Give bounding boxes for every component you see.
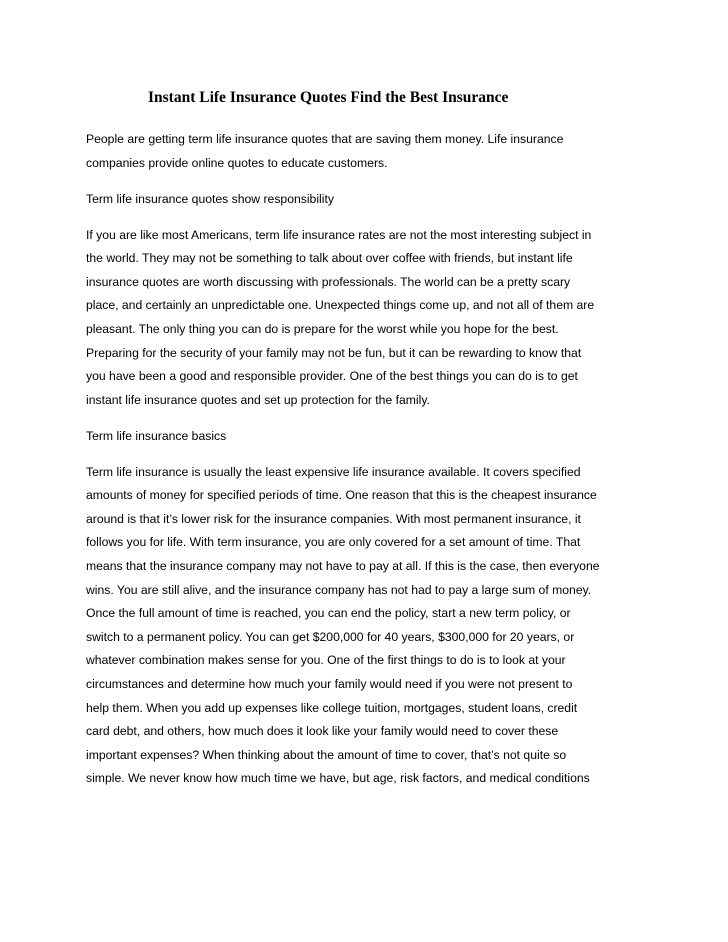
text-line: Preparing for the security of your family may not be fun, but it can be rewarding to know that xyxy=(86,345,582,360)
text-line: companies provide online quotes to educate customers. xyxy=(86,155,388,170)
text-line: Term life insurance basics xyxy=(86,428,227,443)
text-line: follows you for life. With term insurance, you are only covered for a set amount of time. That xyxy=(86,535,581,550)
text-line: pleasant. The only thing you can do is prepare for the worst while you hope for the best. xyxy=(86,321,559,336)
text-line: the world. They may not be something to talk about over coffee with friends, but instant life xyxy=(86,251,573,266)
text-line: important expenses? When thinking about the amount of time to cover, that’s not quite so xyxy=(86,747,567,762)
text-line: place, and certainly an unpredictable one. Unexpected things come up, and not all of them are xyxy=(86,298,595,313)
text-line: whatever combination makes sense for you. One of the first things to do is to look at your xyxy=(86,653,566,668)
text-line: Term life insurance is usually the least expensive life insurance available. It covers specified xyxy=(86,464,581,479)
text-line: you have been a good and responsible provider. One of the best things you can do is to get xyxy=(86,369,578,384)
section-heading-responsibility xyxy=(86,188,656,212)
text-line: around is that it’s lower risk for the insurance companies. With most permanent insurance, it xyxy=(86,511,581,526)
text-line: circumstances and determine how much your family would need if you were not present to xyxy=(86,677,573,692)
text-line: insurance quotes are worth discussing with professionals. The world can be a pretty scary xyxy=(86,274,571,289)
text-line: instant life insurance quotes and set up protection for the family. xyxy=(86,392,430,407)
section-heading-basics xyxy=(86,425,656,449)
paragraph-responsibility xyxy=(86,224,656,413)
text-line: simple. We never know how much time we have, but age, risk factors, and medical conditions xyxy=(86,771,590,786)
document-title: Instant Life Insurance Quotes Find the Best Insurance xyxy=(148,89,509,106)
paragraph-intro xyxy=(86,128,656,175)
text-line: People are getting term life insurance quotes that are saving them money. Life insurance xyxy=(86,132,564,146)
text-line: Once the full amount of time is reached, you can end the policy, start a new term policy, or xyxy=(86,606,571,621)
text-line: If you are like most Americans, term life insurance rates are not the most interesting subject in xyxy=(86,227,592,242)
text-line: switch to a permanent policy. You can get $200,000 for 40 years, $300,000 for 20 years, or xyxy=(86,629,575,644)
text-line: means that the insurance company may not have to pay at all. If this is the case, then everyone xyxy=(86,559,600,574)
text-line: help them. When you add up expenses like college tuition, mortgages, student loans, credit xyxy=(86,700,578,715)
text-line: card debt, and others, how much does it look like your family would need to cover these xyxy=(86,724,559,739)
document-body xyxy=(86,128,656,803)
text-line: wins. You are still alive, and the insurance company has not had to pay a large sum of money. xyxy=(86,582,592,597)
paragraph-basics xyxy=(86,461,656,791)
text-line: Term life insurance quotes show responsibility xyxy=(86,191,334,206)
text-line: amounts of money for specified periods of time. One reason that this is the cheapest insurance xyxy=(86,488,597,503)
